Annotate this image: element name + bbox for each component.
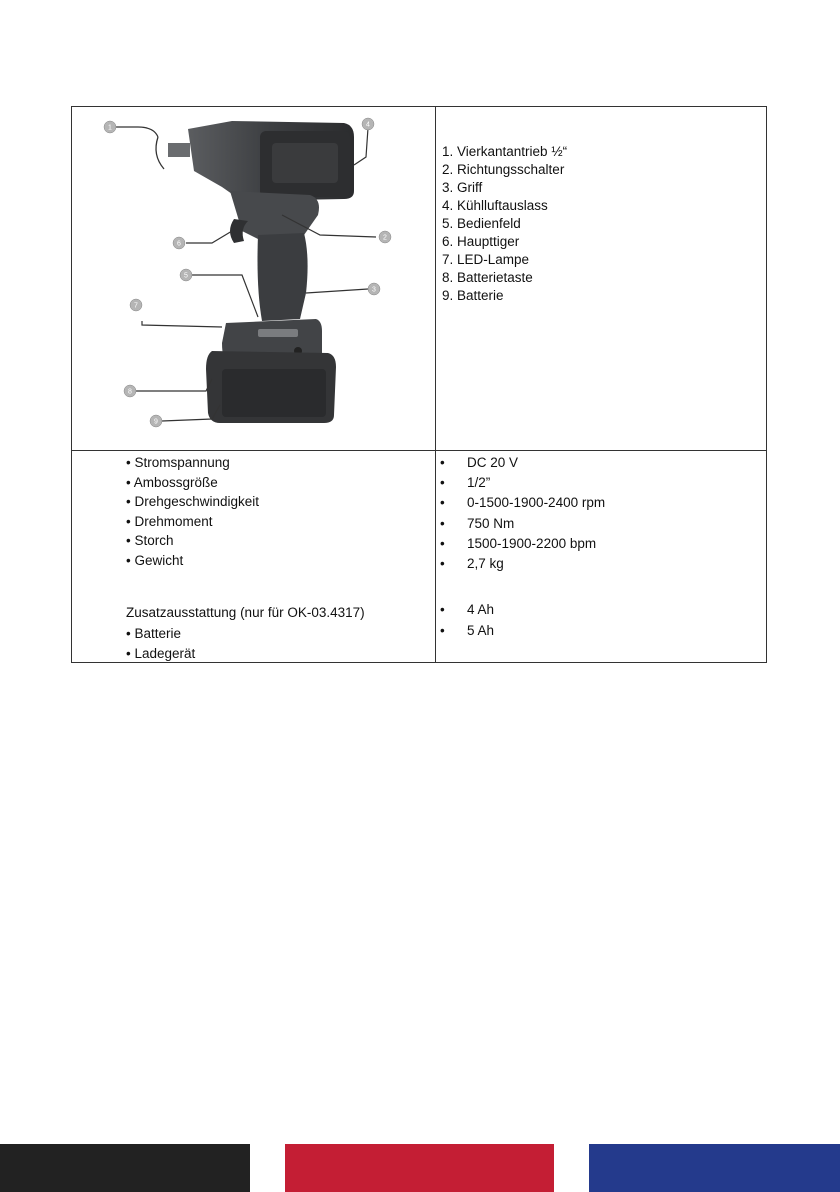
callout-label-7: 7 <box>134 302 138 310</box>
value-item: • 1/2” <box>467 473 605 493</box>
extras-value-item: • 5 Ah <box>467 621 494 642</box>
feature-item: • Drehmoment <box>126 512 259 532</box>
feature-item: • Stromspannung <box>126 453 259 473</box>
extras-value-item: • 4 Ah <box>467 600 494 621</box>
callout-label-4: 4 <box>366 121 370 129</box>
footer-bar-blue <box>589 1144 840 1192</box>
grip-shape <box>258 233 308 321</box>
callout-label-2: 2 <box>383 234 387 242</box>
feature-item: • Storch <box>126 531 259 551</box>
callout-label-9: 9 <box>154 418 158 426</box>
parts-list-item: 2. Richtungsschalter <box>442 162 565 177</box>
feature-list <box>126 453 259 570</box>
value-item: • 0-1500-1900-2400 rpm <box>467 493 605 513</box>
footer-bar-dark <box>0 1144 250 1192</box>
callout-label-3: 3 <box>372 286 376 294</box>
feature-item: • Drehgeschwindigkeit <box>126 492 259 512</box>
value-item: • 750 Nm <box>467 514 605 534</box>
spec-table <box>71 106 767 663</box>
callout-label-5: 5 <box>184 272 188 280</box>
parts-list-item: 6. Haupttiger <box>442 234 520 249</box>
parts-list-item: 1. Vierkantantrieb ½“ <box>442 144 568 159</box>
value-item: • DC 20 V <box>467 453 605 473</box>
value-list <box>467 453 605 574</box>
extras-item: • Batterie <box>126 624 195 644</box>
value-item: • 1500-1900-2200 bpm <box>467 534 605 554</box>
callout-label-6: 6 <box>177 240 181 248</box>
parts-list-item: 9. Batterie <box>442 288 504 303</box>
footer-bar-red <box>285 1144 554 1192</box>
feature-item: • Ambossgröße <box>126 473 259 493</box>
callout-label-1: 1 <box>108 124 112 132</box>
parts-list-item: 3. Griff <box>442 180 483 195</box>
parts-list-item: 5. Bedienfeld <box>442 216 521 231</box>
anvil-shape <box>168 143 190 157</box>
feature-item: • Gewicht <box>126 551 259 571</box>
parts-list-item: 4. Kühlluftauslass <box>442 198 548 213</box>
table-column-divider <box>435 107 436 662</box>
parts-list-item: 8. Batterietaste <box>442 270 533 285</box>
value-item: • 2,7 kg <box>467 554 605 574</box>
impact-wrench-illustration <box>72 107 434 449</box>
table-row-divider <box>72 450 766 451</box>
extras-list <box>126 624 195 663</box>
extras-value-list <box>467 600 494 641</box>
parts-list-item: 7. LED-Lampe <box>442 252 530 267</box>
callout-label-8: 8 <box>128 388 132 396</box>
extras-heading: Zusatzausstattung (nur für OK-03.4317) <box>126 605 365 620</box>
extras-item: • Ladegerät <box>126 644 195 664</box>
product-image-cell <box>72 107 434 449</box>
parts-list <box>442 143 567 305</box>
